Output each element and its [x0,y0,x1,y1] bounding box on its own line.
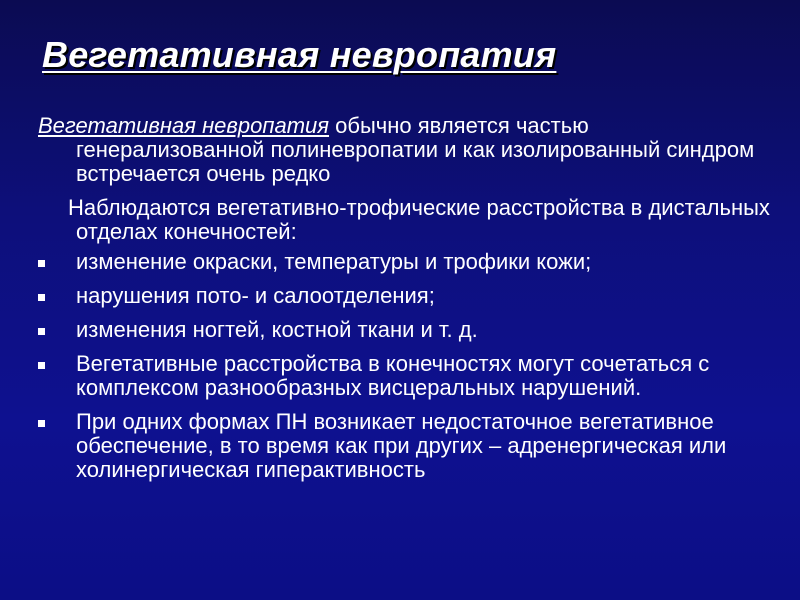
bullet-text: изменение окраски, температуры и трофики кожи; [76,249,592,274]
slide-title: Вегетативная невропатия [42,34,557,75]
square-bullet-icon [38,260,45,267]
bullet-text: изменения ногтей, костной ткани и т. д. [76,317,478,342]
square-bullet-icon [38,294,45,301]
bullet-item [38,250,778,274]
square-bullet-icon [38,328,45,335]
bullet-text: При одних формах ПН возникает недостаточное вегетативное обеспечение, в то время как при других – адренергическая или холинергическая гиперактивность [76,409,727,482]
bullet-item [38,410,778,482]
square-bullet-icon [38,420,45,427]
intro-paragraph [38,114,778,186]
bullet-item [38,318,778,342]
bullet-item [38,352,778,400]
bullet-text: Вегетативные расстройства в конечностях могут сочетаться с комплексом разнообразных висцеральных нарушений. [76,351,710,400]
square-bullet-icon [38,362,45,369]
symptoms-intro-paragraph: Наблюдаются вегетативно-трофические расстройства в дистальных отделах конечностей: [68,195,770,244]
bullet-text: нарушения пото- и салоотделения; [76,283,435,308]
intro-rest-text: обычно является частью генерализованной полиневропатии и как изолированный синдром встречается очень редко [76,113,755,186]
bullet-list [38,250,778,482]
slide-body [38,114,778,492]
intro-lead-term: Вегетативная невропатия [38,113,330,138]
bullet-item [38,284,778,308]
